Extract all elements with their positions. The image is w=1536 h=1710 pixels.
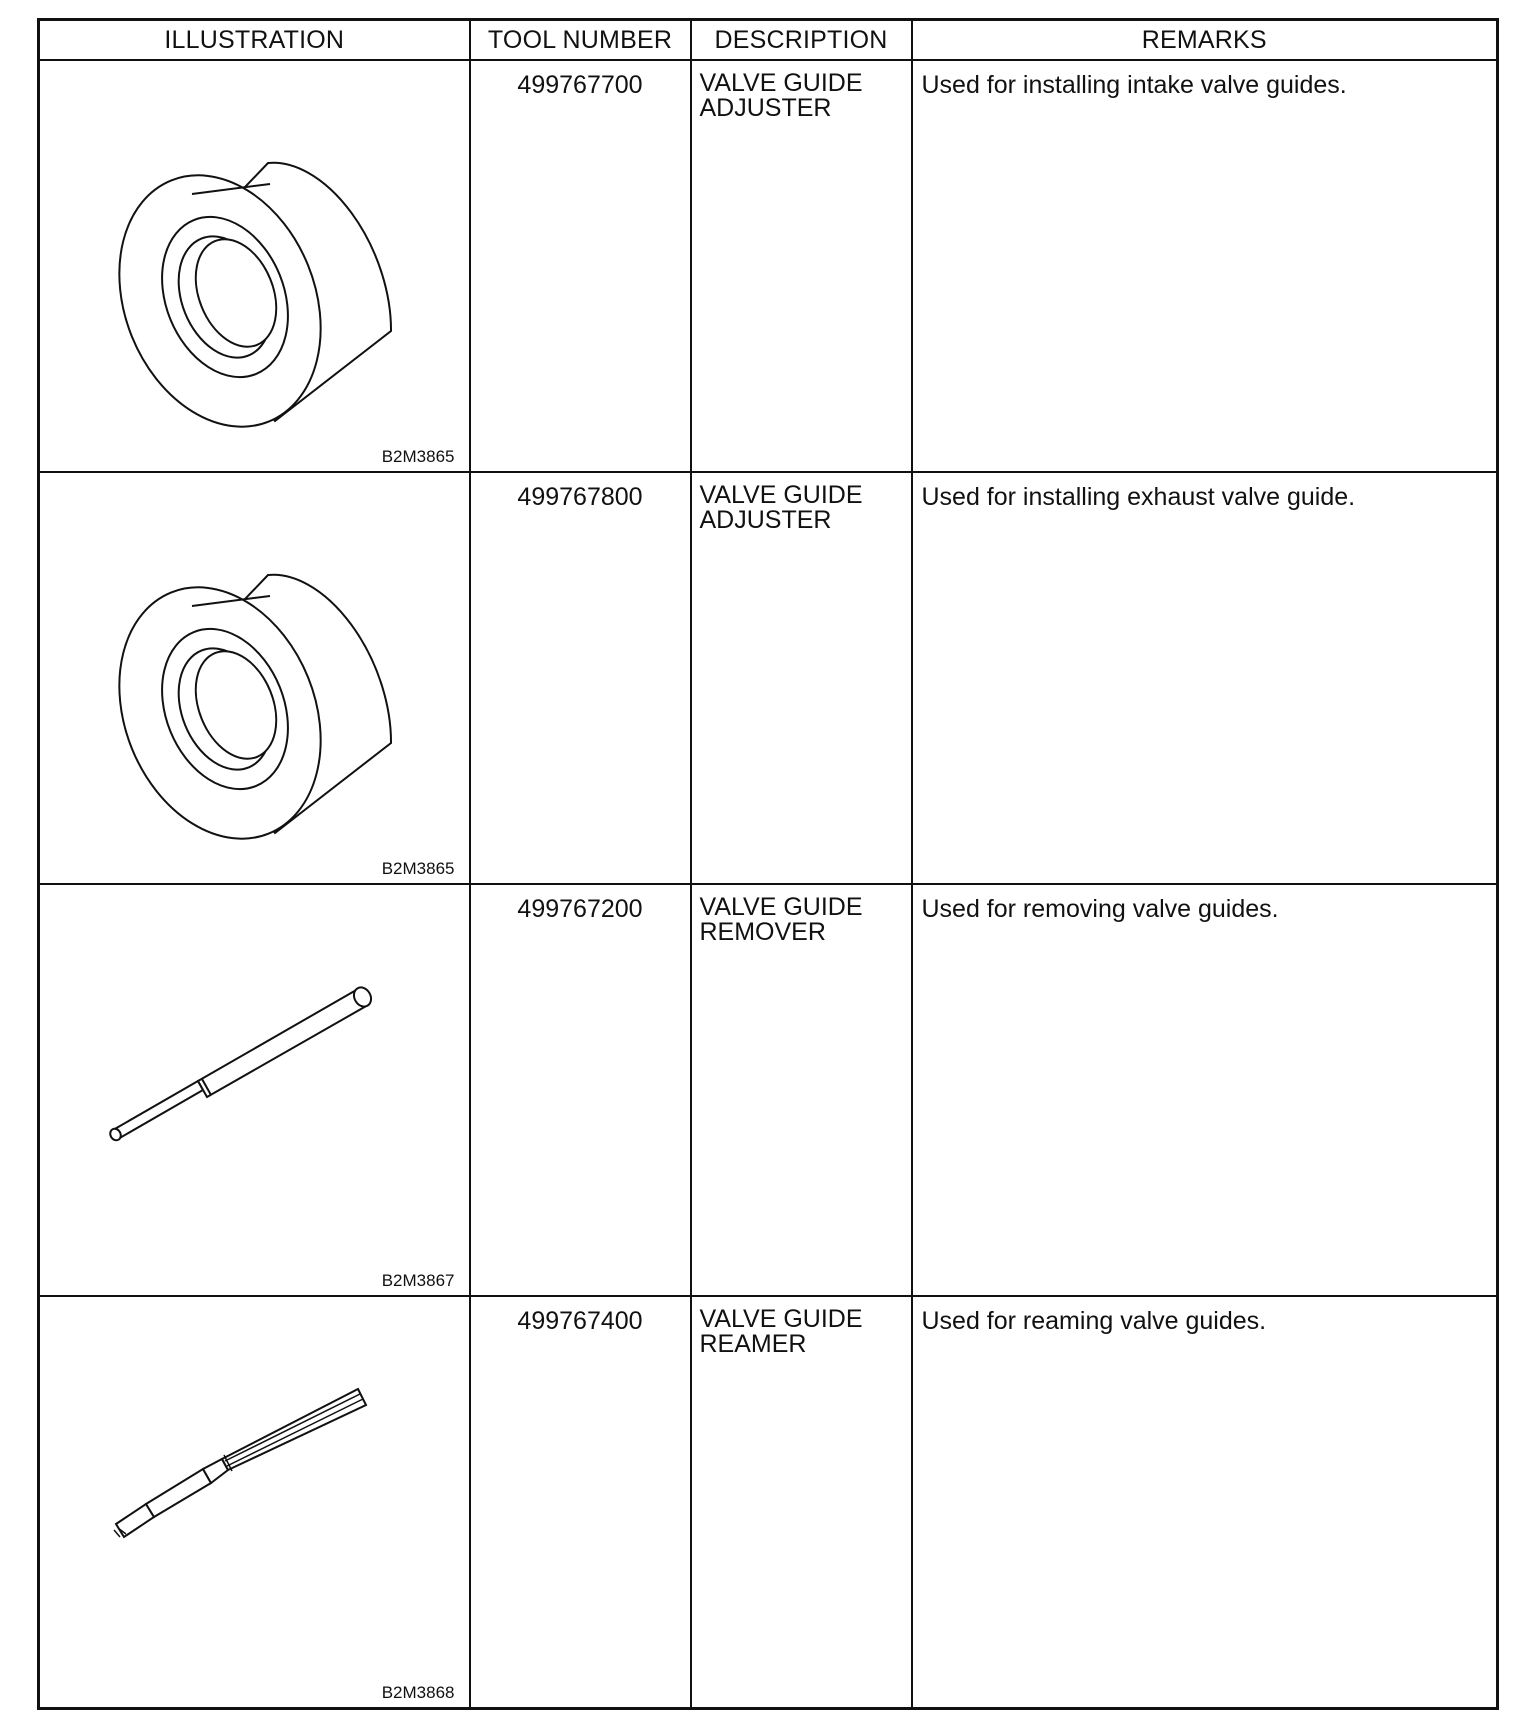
valve-guide-remover-icon [40, 885, 471, 1285]
valve-guide-adjuster-icon [40, 61, 471, 461]
description-cell [691, 472, 912, 884]
header-tool-number: TOOL NUMBER [470, 20, 691, 61]
description-line: VALVE GUIDE [699, 1305, 863, 1333]
table-row [39, 884, 1498, 1296]
description-line: REAMER [699, 1330, 807, 1358]
header-remarks: REMARKS [912, 20, 1498, 61]
illustration-code: B2M3865 [381, 859, 455, 878]
description-cell [691, 1296, 912, 1709]
valve-guide-reamer-icon [40, 1297, 471, 1697]
remarks-cell: Used for reaming valve guides. [912, 1296, 1498, 1709]
table-row [39, 1296, 1498, 1709]
description-cell [691, 60, 912, 472]
tool-number-cell: 499767200 [470, 884, 691, 1296]
tool-number-cell: 499767800 [470, 472, 691, 884]
description-line: VALVE GUIDE [699, 69, 863, 97]
illustration-code: B2M3865 [381, 447, 455, 466]
illustration-cell [39, 60, 470, 472]
description-line: ADJUSTER [699, 506, 832, 534]
special-tools-table [37, 18, 1499, 1710]
description-line: REMOVER [699, 918, 826, 946]
tool-number-cell: 499767700 [470, 60, 691, 472]
remarks-cell: Used for installing intake valve guides. [912, 60, 1498, 472]
description-line: ADJUSTER [699, 94, 832, 122]
table-row [39, 60, 1498, 472]
tool-number-cell: 499767400 [470, 1296, 691, 1709]
illustration-cell [39, 472, 470, 884]
description-cell [691, 884, 912, 1296]
description-line: VALVE GUIDE [699, 481, 863, 509]
description-line: VALVE GUIDE [699, 893, 863, 921]
illustration-cell [39, 884, 470, 1296]
remarks-cell: Used for removing valve guides. [912, 884, 1498, 1296]
valve-guide-adjuster-icon [40, 473, 471, 873]
illustration-code: B2M3868 [381, 1683, 455, 1702]
table-header-row [39, 20, 1498, 61]
illustration-code: B2M3867 [381, 1271, 455, 1290]
illustration-cell [39, 1296, 470, 1709]
table-row [39, 472, 1498, 884]
header-illustration: ILLUSTRATION [39, 20, 470, 61]
header-description: DESCRIPTION [691, 20, 912, 61]
remarks-cell: Used for installing exhaust valve guide. [912, 472, 1498, 884]
